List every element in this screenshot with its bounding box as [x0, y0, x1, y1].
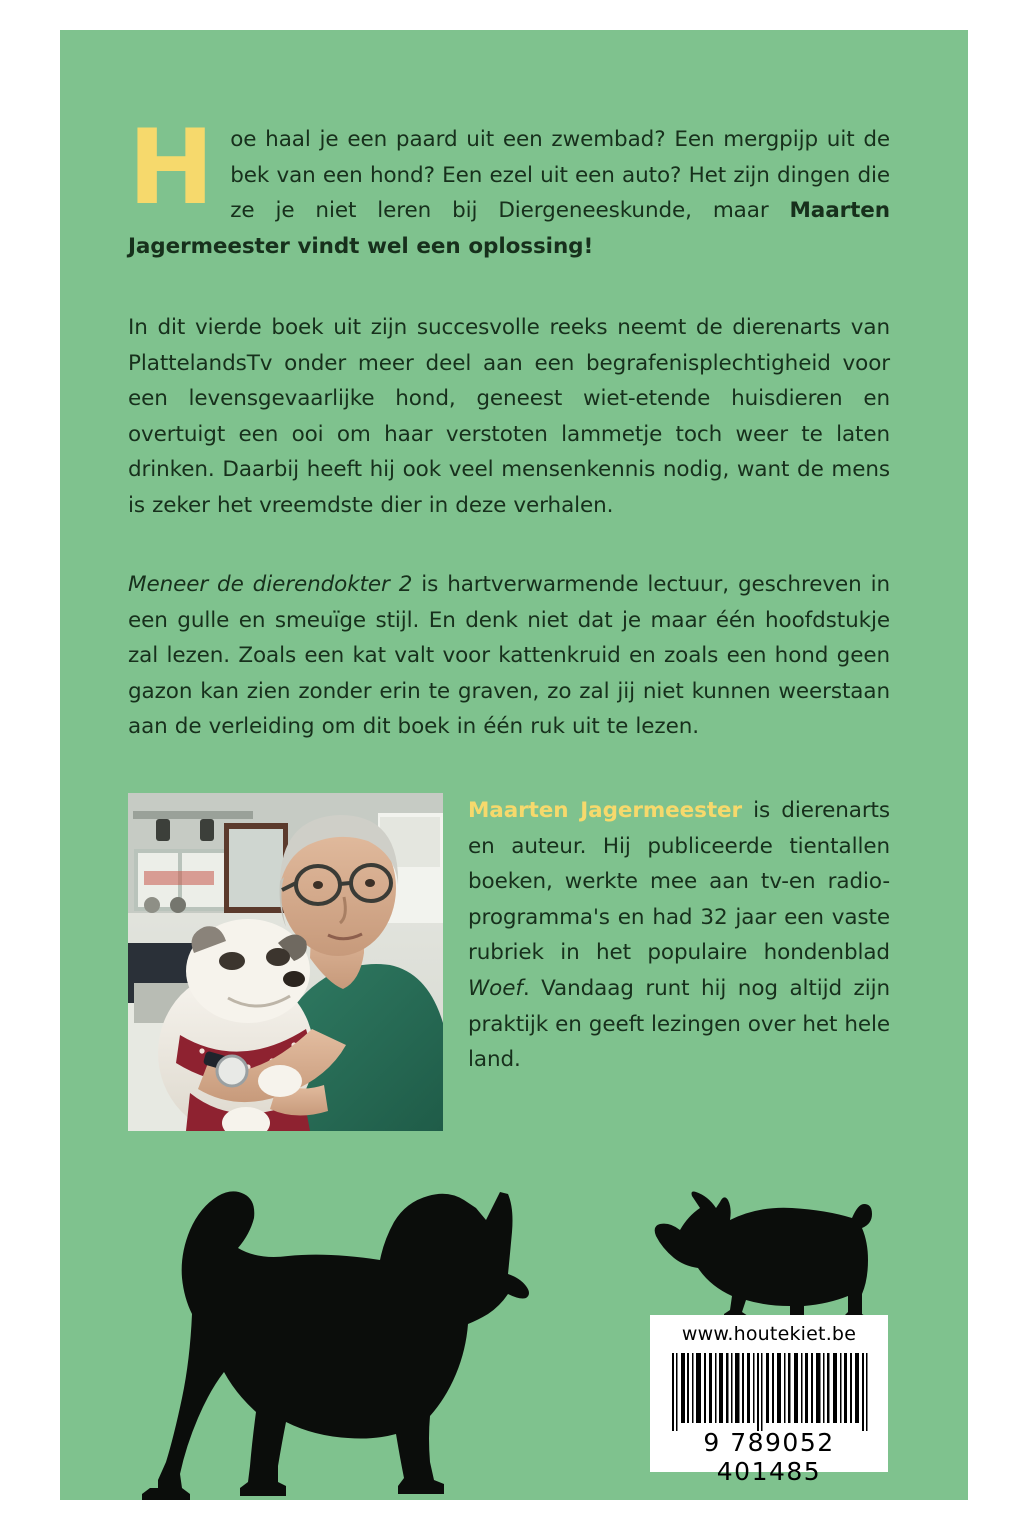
author-photo-image	[128, 793, 443, 1131]
blurb-paragraph-1-bold: Maarten Jagermeester vindt wel een oplossing!	[128, 198, 890, 259]
author-photo	[128, 793, 443, 1131]
dog-silhouette-shape	[128, 1174, 548, 1500]
barcode-block	[650, 1315, 888, 1486]
author-bio-part-1: is dierenarts en auteur. Hij publiceerde tientallen boeken, werkte mee aan tv-en radio-programma's en had 32 jaar een vaste rubriek in het populaire hondenblad	[468, 798, 890, 966]
author-bio	[468, 793, 890, 1078]
blurb-paragraph-3	[128, 567, 890, 745]
magazine-name: Woef	[468, 975, 523, 1001]
blurb-paragraph-1	[128, 108, 890, 264]
drop-cap-letter: H	[128, 108, 215, 228]
blurb-paragraph-1-text: oe haal je een paard uit een zwembad? Een mergpijp uit de bek van een hond? Een ezel uit een auto? Het zijn dingen die ze je niet leren bij Diergeneeskunde, maar	[230, 127, 890, 224]
barcode-bars	[670, 1353, 870, 1431]
publisher-website-text: www.houtekiet.be	[681, 1323, 857, 1345]
cover-panel	[60, 30, 968, 1500]
author-name: Maarten Jagermeester	[468, 798, 742, 823]
blurb-paragraph-3-text: is hartverwarmende lectuur, geschreven in een gulle en smeuïge stijl. En denk niet dat je maar één hoofdstukje zal lezen. Zoals een kat valt voor kattenkruid en zoals een hond geen gazon kan zien zonder erin te graven, zo zal jij niet kunnen weerstaan aan de verleiding om dit boek in één ruk uit te lezen.	[128, 572, 890, 740]
author-bio-part-2: . Vandaag runt hij nog altijd zijn praktijk en geeft lezingen over het hele land.	[468, 975, 890, 1073]
barcode-bars-image	[670, 1353, 870, 1431]
barcode-isbn-digits: 9 789052 401485	[703, 1428, 835, 1486]
dog-silhouette-icon	[128, 1174, 548, 1500]
book-title-italic: Meneer de dierendokter 2	[128, 572, 413, 597]
blurb-paragraph-2: In dit vierde boek uit zijn succesvolle reeks neemt de dierenarts van PlattelandsTv onder meer deel aan een begrafenisplechtigheid voor een levensgevaarlijke hond, geneest wiet-etende huisdieren en overtuigt een ooi om haar verstoten lammetje toch weer te laten drinken. Daarbij heeft hij ook veel mensenkennis nodig, want de mens is zeker het vreemdste dier in deze verhalen.	[128, 315, 890, 518]
